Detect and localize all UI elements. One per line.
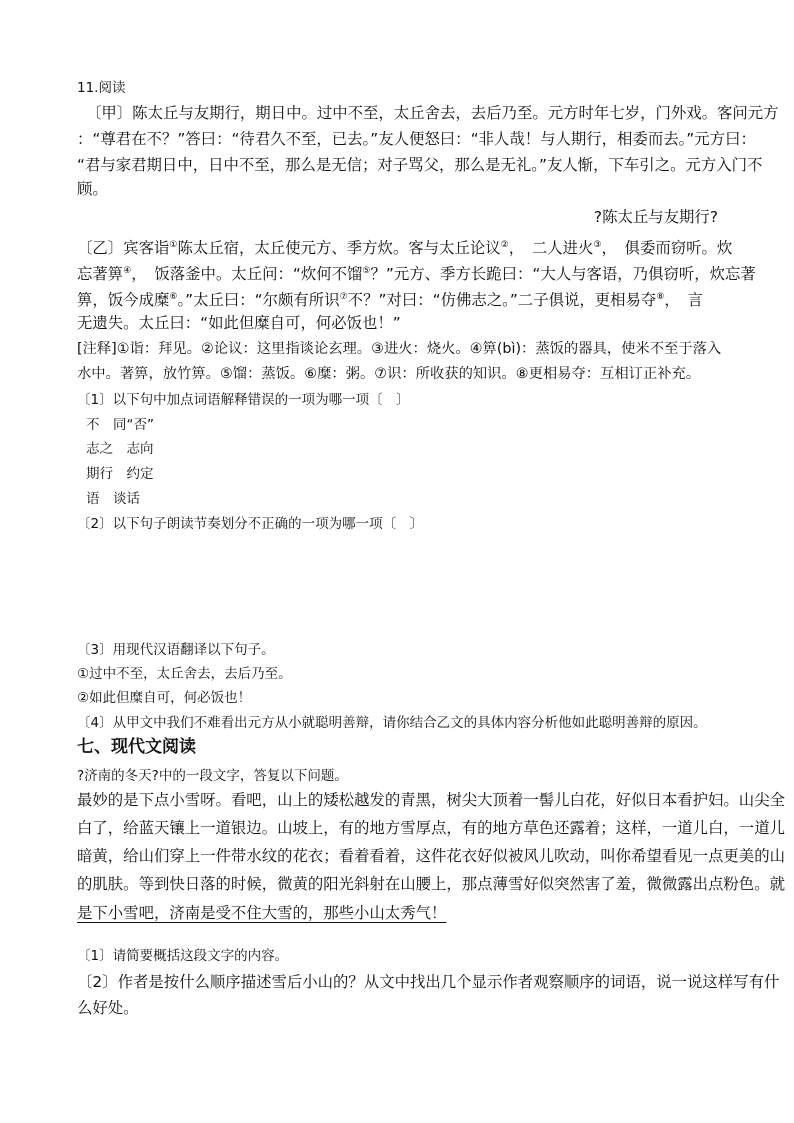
sub-question-1: 〔1〕以下句中加点词语解释错误的一项为哪一项〔 〕 <box>77 392 410 408</box>
footnote-marker: ① <box>169 240 178 250</box>
passage-jia-line: ：“尊君在不？”答曰：“待君久不至，已去。”友人便怒曰：“非人哉！与人期行，相委而去。”元方曰： <box>77 130 756 148</box>
passage-line: 白了，给蓝天镶上一道银边。山坡上，有的地方雪厚点，有的地方草色还露着；这样，一道儿白，一道儿 <box>77 819 785 837</box>
translation-item: ①过中不至，太丘舍去，去后乃至。 <box>77 666 292 682</box>
text-span: 忘著箅 <box>77 265 124 283</box>
footnote-marker: ⑦ <box>339 292 348 302</box>
question-2-line: 〔2〕作者是按什么顺序描述雪后小山的？从文中找出几个显示作者观察顺序的词语，说一说这样写有什 <box>77 973 780 991</box>
text-span: 〔乙〕宾客诣 <box>77 239 170 257</box>
passage-line: 的肌肤。等到快日落的时候，微黄的阳光斜射在山腰上，那点薄雪好似突然害了羞，微微露出点粉色。就 <box>77 875 785 893</box>
passage-yi-line <box>77 287 703 310</box>
passage-underlined-sentence: 是下小雪吧，济南是受不住大雪的，那些小山太秀气！ <box>77 904 447 922</box>
footnote-marker: ③ <box>593 240 602 250</box>
text-span: 陈太丘宿，太丘使元方、季方炊。客与太丘论议 <box>177 239 501 257</box>
passage-yi-line <box>77 235 732 258</box>
text-span: ， 俱委而窃听。炊 <box>601 239 733 257</box>
translation-item: ②如此但糜自可，何必饭也！ <box>77 690 252 706</box>
passage-line: 暗黄，给山们穿上一件带水纹的花衣；看着看着，这件花衣好似被风儿吹动，叫你希望看见一点更美的山 <box>77 847 785 865</box>
passage-yi-line <box>77 261 756 284</box>
question-title: 11.阅读 <box>77 80 126 96</box>
option-item: 期行 约定 <box>86 466 154 482</box>
sub-question-3: 〔3〕用现代汉语翻译以下句子。 <box>77 642 275 658</box>
footnote-marker: ⑧ <box>656 292 665 302</box>
text-span: ， 二人进火 <box>508 239 594 257</box>
passage-yi-line: 无遗失。太丘曰：“如此但糜自可，何必饭也！” <box>77 314 401 332</box>
footnote-marker: ⑥ <box>169 292 178 302</box>
sub-question-2: 〔2〕以下句子朗读节奏划分不正确的一项为哪一项〔 〕 <box>77 516 424 532</box>
footnote-marker: ④ <box>123 266 132 276</box>
sub-question-4: 〔4〕从甲文中我们不难看出元方从小就聪明善辩，请你结合乙文的具体内容分析他如此聪明善辩的原因。 <box>77 715 707 731</box>
passage-jia-line: 〔甲〕陈太丘与友期行，期日中。过中不至，太丘舍去，去后乃至。元方时年七岁，门外戏。客问元方 <box>86 104 779 122</box>
passage-line: 最妙的是下点小雪呀。看吧，山上的矮松越发的青黑，树尖大顶着一髻儿白花，好似日本看护妇。山尖全 <box>77 791 785 809</box>
section-intro: ?济南的冬天?中的一段文字，答复以下问题。 <box>77 768 348 784</box>
passage-jia-line: “君与家君期日中，日中不至，那么是无信；对子骂父，那么是无礼。”友人惭，下车引之。元方入门不 <box>77 156 763 174</box>
option-item: 语 谈话 <box>86 491 140 507</box>
annotation-line: [注释]①诣：拜见。②论议：这里指谈论玄理。③进火：烧火。④箅(bì)：蒸饭的器具，使米不至于落入 <box>77 341 722 357</box>
option-item: 志之 志向 <box>86 441 154 457</box>
passage-jia-line: 顾。 <box>77 180 108 198</box>
text-span: 不？”对曰：“仿佛志之。”二子俱说，更相易夺 <box>347 291 657 309</box>
question-1: 〔1〕请简要概括这段文字的内容。 <box>77 948 289 964</box>
footnote-marker: ⑤ <box>362 266 371 276</box>
text-span: ？”元方、季方长跪曰：“大人与客语，乃俱窃听，炊忘著 <box>370 265 756 283</box>
text-span: 箅，饭今成糜 <box>77 291 170 309</box>
option-item: 不 同“否” <box>86 417 154 433</box>
annotation-line: 水中。著箅，放竹箅。⑤馏：蒸饭。⑥糜：粥。⑦识：所收获的知识。⑧更相易夺：互相订正补充。 <box>77 366 701 382</box>
text-span: ， 言 <box>664 291 703 309</box>
question-2-line: 么好处。 <box>77 999 139 1017</box>
section-heading: 七、现代文阅读 <box>77 737 196 757</box>
footnote-marker: ② <box>500 240 509 250</box>
text-span: ， 饭落釜中。太丘问：“炊何不馏 <box>131 265 363 283</box>
text-span: 。”太丘曰：“尔颇有所识 <box>177 291 340 309</box>
passage-source: ?陈太丘与友期行? <box>593 208 718 226</box>
